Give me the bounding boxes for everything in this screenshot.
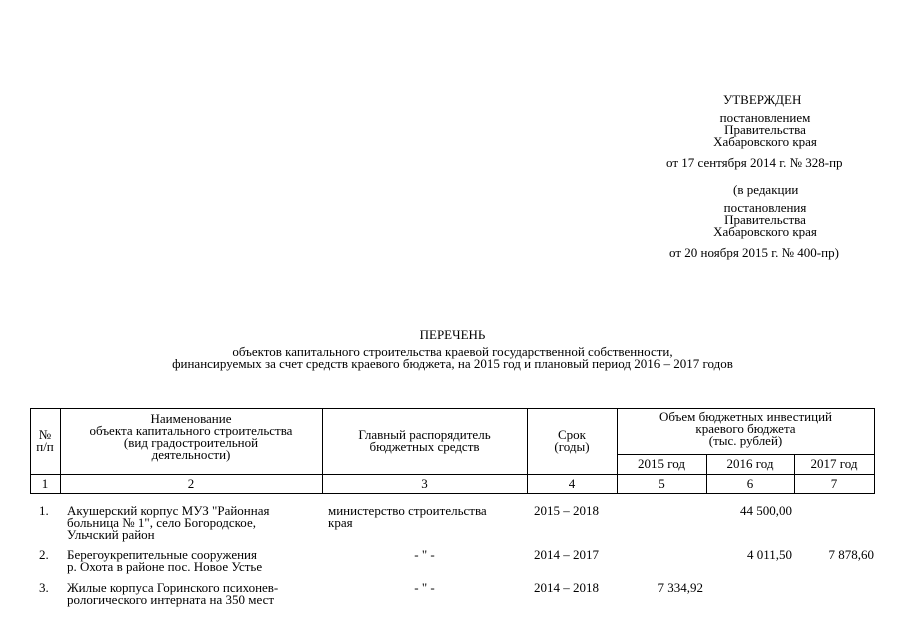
header-term: Срок (годы)	[554, 427, 590, 454]
row-number: 2.	[39, 547, 49, 562]
row-number: 1.	[39, 503, 49, 518]
row-value-2016: 44 500,00	[740, 503, 792, 518]
row-object-name: Акушерский корпус МУЗ "Районная больница № 1", село Богородское, Ульчский район	[67, 503, 270, 542]
column-number: 2	[187, 476, 195, 491]
approved-by-line: постановлением	[719, 110, 811, 125]
approved-date: от 17 сентября 2014 г. № 328-пр	[666, 155, 843, 170]
document-subtitle-line1: объектов капитального строительства краевой государственной собственности,	[232, 344, 673, 359]
row-budget-manager: министерство строительства края	[328, 503, 487, 530]
row-term: 2014 – 2017	[534, 547, 599, 562]
row-budget-manager: - " -	[414, 580, 435, 595]
edition-by-line: Хабаровского края	[713, 224, 817, 239]
edition-date: от 20 ноября 2015 г. № 400-пр)	[669, 245, 839, 260]
approved-by	[650, 112, 880, 148]
header-year-2016: 2016 год	[726, 456, 774, 471]
row-term: 2015 – 2018	[534, 503, 599, 518]
edition-by-line: постановления	[723, 200, 807, 215]
column-number: 5	[658, 476, 665, 491]
header-investment-volume: Объем бюджетных инвестиций краевого бюджета (тыс. рублей)	[659, 409, 832, 448]
document-title: ПЕРЕЧЕНЬ	[419, 327, 486, 342]
row-budget-manager: - " -	[414, 547, 435, 562]
column-number: 4	[568, 476, 576, 491]
edition-open: (в редакции	[733, 182, 799, 197]
row-object-name: Берегоукрепительные сооружения р. Охота в районе пос. Новое Устье	[67, 547, 263, 574]
row-number: 3.	[39, 580, 49, 595]
header-year-2015: 2015 год	[638, 456, 685, 471]
row-value-2016: 4 011,50	[746, 547, 792, 562]
row-value-2015: 7 334,92	[657, 580, 703, 595]
header-budget-manager: Главный распорядитель бюджетных средств	[358, 427, 491, 454]
column-number: 7	[830, 476, 838, 491]
column-number: 3	[421, 476, 428, 491]
row-term: 2014 – 2018	[534, 580, 599, 595]
document-subtitle-line2: финансируемых за счет средств краевого бюджета, на 2015 год и плановый период 2016 – 2017 годов	[172, 356, 733, 371]
row-value-2017: 7 878,60	[828, 547, 874, 562]
header-year-2017: 2017 год	[810, 456, 858, 471]
header-object-name: Наименование объекта капитального строительства (вид градостроительной деятельности)	[89, 411, 293, 462]
row-object-name: Жилые корпуса Горинского психонев- рологического интерната на 350 мест	[67, 580, 279, 607]
approved-by-line: Правительства	[724, 122, 806, 137]
approved-title: УТВЕРЖДЕН	[723, 92, 802, 107]
approved-by-line: Хабаровского края	[713, 134, 817, 149]
column-number: 6	[746, 476, 754, 491]
header-number: № п/п	[36, 427, 54, 454]
edition-by-line: Правительства	[724, 212, 806, 227]
edition-by	[650, 202, 880, 238]
column-number: 1	[41, 476, 49, 491]
